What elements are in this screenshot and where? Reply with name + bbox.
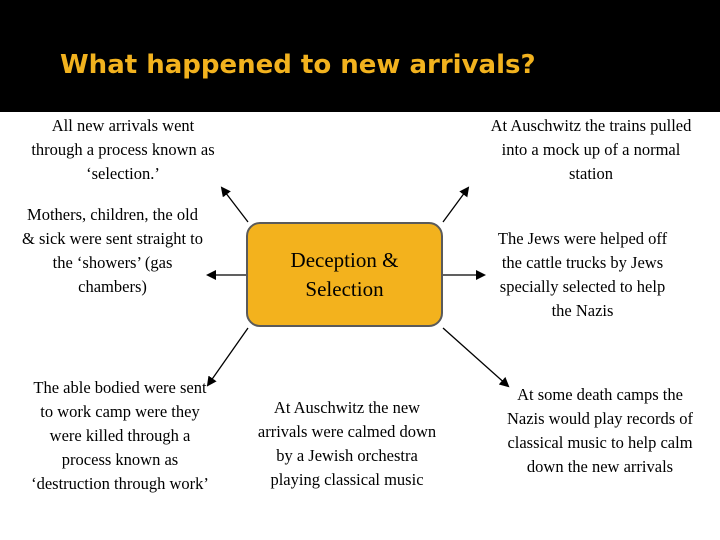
node-mock-station: At Auschwitz the trains pulled into a mock up of a normal station [490, 116, 692, 183]
arrow-to-bottom-right [443, 328, 508, 386]
arrow-to-top-left [222, 188, 248, 222]
node-classical-records: At some death camps the Nazis would play records of classical music to help calm down the new arrivals [506, 385, 694, 476]
node-orchestra: At Auschwitz the new arrivals were calmed down by a Jewish orchestra playing classical music [257, 398, 437, 489]
node-gas-chambers: Mothers, children, the old & sick were sent straight to the ‘showers’ (gas chambers) [21, 205, 203, 296]
central-node-box [246, 222, 443, 327]
arrow-to-top-right [443, 188, 468, 222]
node-cattle-trucks: The Jews were helped off the cattle trucks by Jews specially selected to help the Nazis [497, 229, 668, 320]
node-work-camp: The able bodied were sent to work camp were they were killed through a process known as ‘destruction through work’ [31, 378, 209, 493]
central-node-label: Deception & Selection [290, 247, 399, 301]
node-selection-process: All new arrivals went through a process known as ‘selection.’ [31, 116, 215, 183]
slide-title: What happened to new arrivals? [60, 50, 536, 80]
